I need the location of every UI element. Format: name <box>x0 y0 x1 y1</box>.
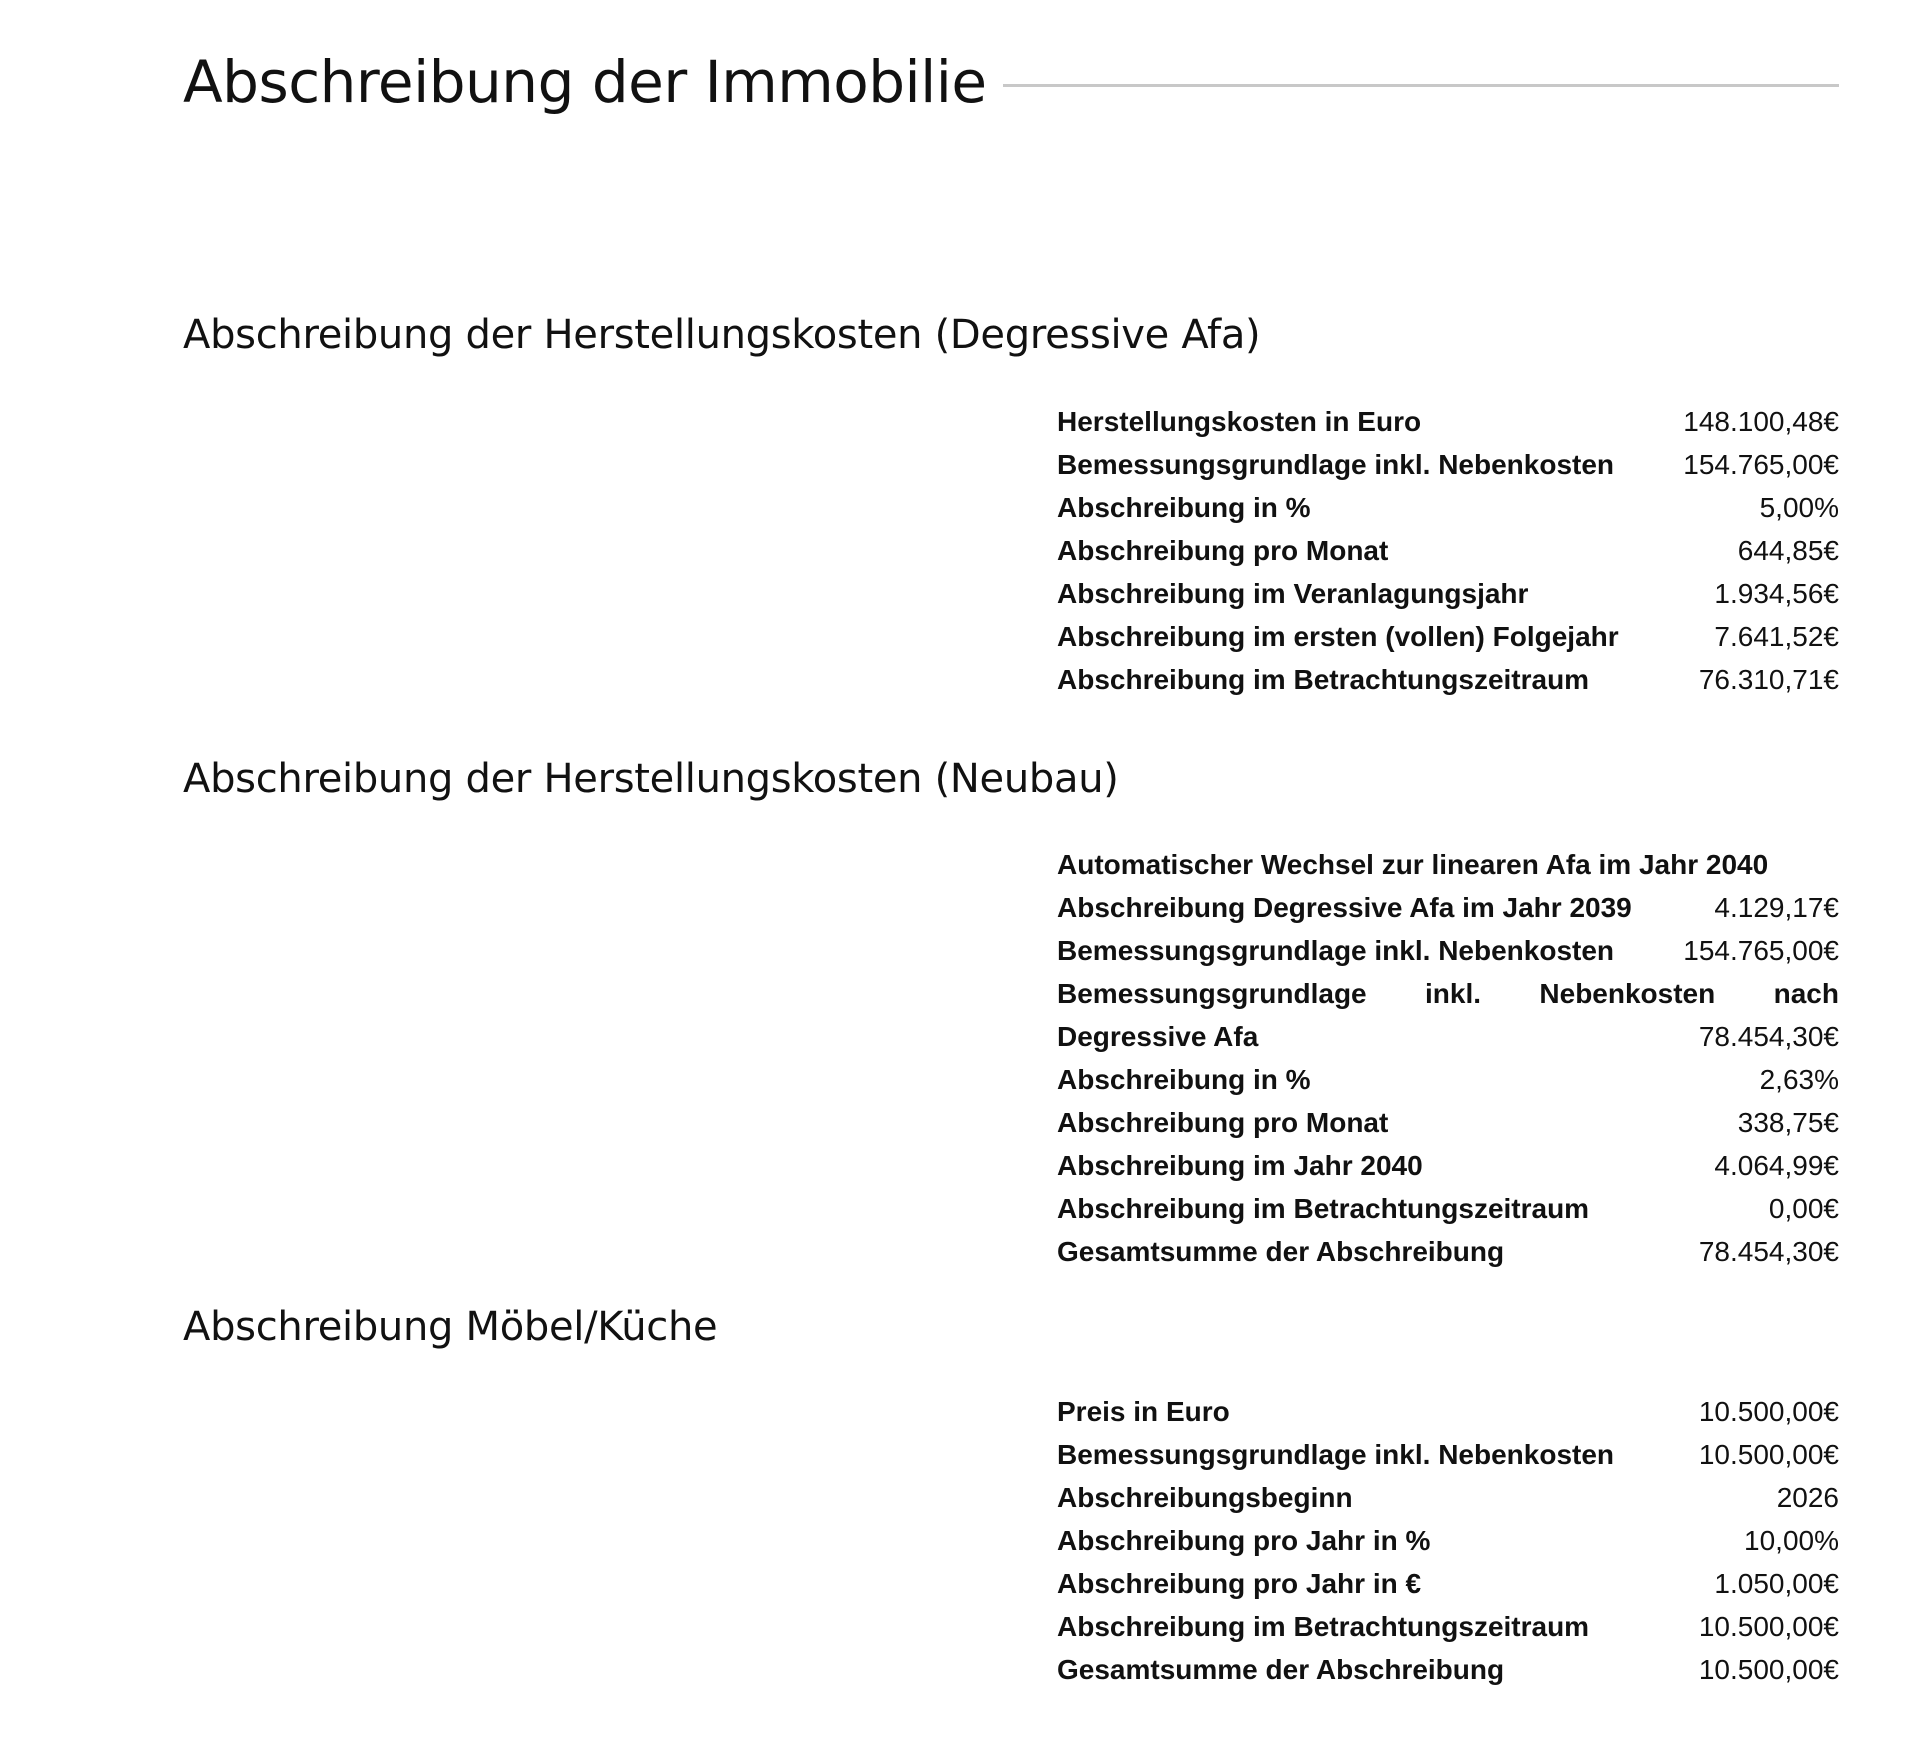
row-value: 148.100,48€ <box>1683 406 1839 437</box>
table-row <box>1057 972 1839 1015</box>
row-value: 78.454,30€ <box>1698 1236 1839 1267</box>
row-label: Abschreibung pro Monat <box>1057 1107 1389 1138</box>
row-label: Gesamtsumme der Abschreibung <box>1057 1654 1505 1685</box>
table-row <box>1057 1015 1839 1058</box>
row-value: 644,85€ <box>1737 535 1839 566</box>
table-row <box>1057 1648 1839 1691</box>
table-row <box>1057 572 1839 615</box>
row-label: Abschreibung im Veranlagungsjahr <box>1057 578 1529 609</box>
row-value: 4.129,17€ <box>1714 892 1839 923</box>
row-label-justified <box>1057 972 1839 1015</box>
table-row <box>1057 1144 1839 1187</box>
row-label: Abschreibung im Jahr 2040 <box>1057 1150 1423 1181</box>
table-neubau <box>1057 843 1839 1273</box>
page-header <box>183 48 1839 116</box>
page-title: Abschreibung der Immobilie <box>183 48 987 116</box>
row-value: 4.064,99€ <box>1714 1150 1839 1181</box>
table-row <box>1057 1390 1839 1433</box>
row-label: Gesamtsumme der Abschreibung <box>1057 1236 1505 1267</box>
row-label: Abschreibung in % <box>1057 1064 1311 1095</box>
table-row <box>1057 843 1839 886</box>
table-row <box>1057 486 1839 529</box>
row-value: 338,75€ <box>1737 1107 1839 1138</box>
row-value: 1.934,56€ <box>1714 578 1839 609</box>
row-label: Bemessungsgrundlage inkl. Nebenkosten <box>1057 449 1615 480</box>
row-label: Bemessungsgrundlage inkl. Nebenkosten <box>1057 935 1615 966</box>
row-value: 0,00€ <box>1768 1193 1839 1224</box>
row-label: Abschreibung pro Monat <box>1057 535 1389 566</box>
table-row <box>1057 1101 1839 1144</box>
row-value: 76.310,71€ <box>1698 664 1839 695</box>
section-heading-degressive-afa: Abschreibung der Herstellungskosten (Degressive Afa) <box>183 312 1261 358</box>
table-row <box>1057 929 1839 972</box>
row-label: Automatischer Wechsel zur linearen Afa im Jahr 2040 <box>1057 849 1769 880</box>
section-heading-neubau: Abschreibung der Herstellungskosten (Neubau) <box>183 756 1119 802</box>
row-label: Abschreibung im Betrachtungszeitraum <box>1057 664 1590 695</box>
row-value: 5,00% <box>1759 492 1839 523</box>
row-label: Degressive Afa <box>1057 1021 1259 1052</box>
row-value: 1.050,00€ <box>1714 1568 1839 1599</box>
row-label: Abschreibungsbeginn <box>1057 1482 1353 1513</box>
table-row <box>1057 1562 1839 1605</box>
row-value: 7.641,52€ <box>1714 621 1839 652</box>
row-label: Abschreibung in % <box>1057 492 1311 523</box>
table-row <box>1057 658 1839 701</box>
section-heading-moebel-kueche: Abschreibung Möbel/Küche <box>183 1304 718 1350</box>
table-row <box>1057 529 1839 572</box>
row-label: Abschreibung pro Jahr in % <box>1057 1525 1431 1556</box>
label-word: Bemessungsgrundlage <box>1057 978 1367 1009</box>
row-label: Abschreibung im ersten (vollen) Folgejahr <box>1057 621 1619 652</box>
row-label: Abschreibung im Betrachtungszeitraum <box>1057 1611 1590 1642</box>
row-value: 10.500,00€ <box>1698 1439 1839 1470</box>
table-row <box>1057 1187 1839 1230</box>
row-value: 154.765,00€ <box>1683 449 1839 480</box>
row-value: 2,63% <box>1759 1064 1839 1095</box>
row-value: 154.765,00€ <box>1683 935 1839 966</box>
table-row <box>1057 400 1839 443</box>
table-degressive-afa <box>1057 400 1839 701</box>
row-value: 10.500,00€ <box>1698 1654 1839 1685</box>
row-label: Bemessungsgrundlage inkl. Nebenkosten <box>1057 1439 1615 1470</box>
row-label: Abschreibung pro Jahr in € <box>1057 1568 1422 1599</box>
table-row <box>1057 1058 1839 1101</box>
row-value: 10,00% <box>1744 1525 1839 1556</box>
label-word: Nebenkosten <box>1539 978 1716 1009</box>
table-row <box>1057 615 1839 658</box>
title-divider <box>1003 84 1839 87</box>
label-word: inkl. <box>1425 978 1482 1009</box>
table-row <box>1057 1433 1839 1476</box>
row-label: Preis in Euro <box>1057 1396 1230 1427</box>
row-label: Herstellungskosten in Euro <box>1057 406 1422 437</box>
row-label: Abschreibung Degressive Afa im Jahr 2039 <box>1057 892 1632 923</box>
label-word: nach <box>1773 978 1839 1009</box>
table-row <box>1057 886 1839 929</box>
row-label: Abschreibung im Betrachtungszeitraum <box>1057 1193 1590 1224</box>
table-moebel-kueche <box>1057 1390 1839 1691</box>
row-value: 10.500,00€ <box>1698 1396 1839 1427</box>
row-value: 78.454,30€ <box>1698 1021 1839 1052</box>
table-row <box>1057 1476 1839 1519</box>
table-row <box>1057 1605 1839 1648</box>
table-row <box>1057 1519 1839 1562</box>
table-row <box>1057 1230 1839 1273</box>
row-value: 10.500,00€ <box>1698 1611 1839 1642</box>
table-row <box>1057 443 1839 486</box>
row-value: 2026 <box>1776 1482 1839 1513</box>
